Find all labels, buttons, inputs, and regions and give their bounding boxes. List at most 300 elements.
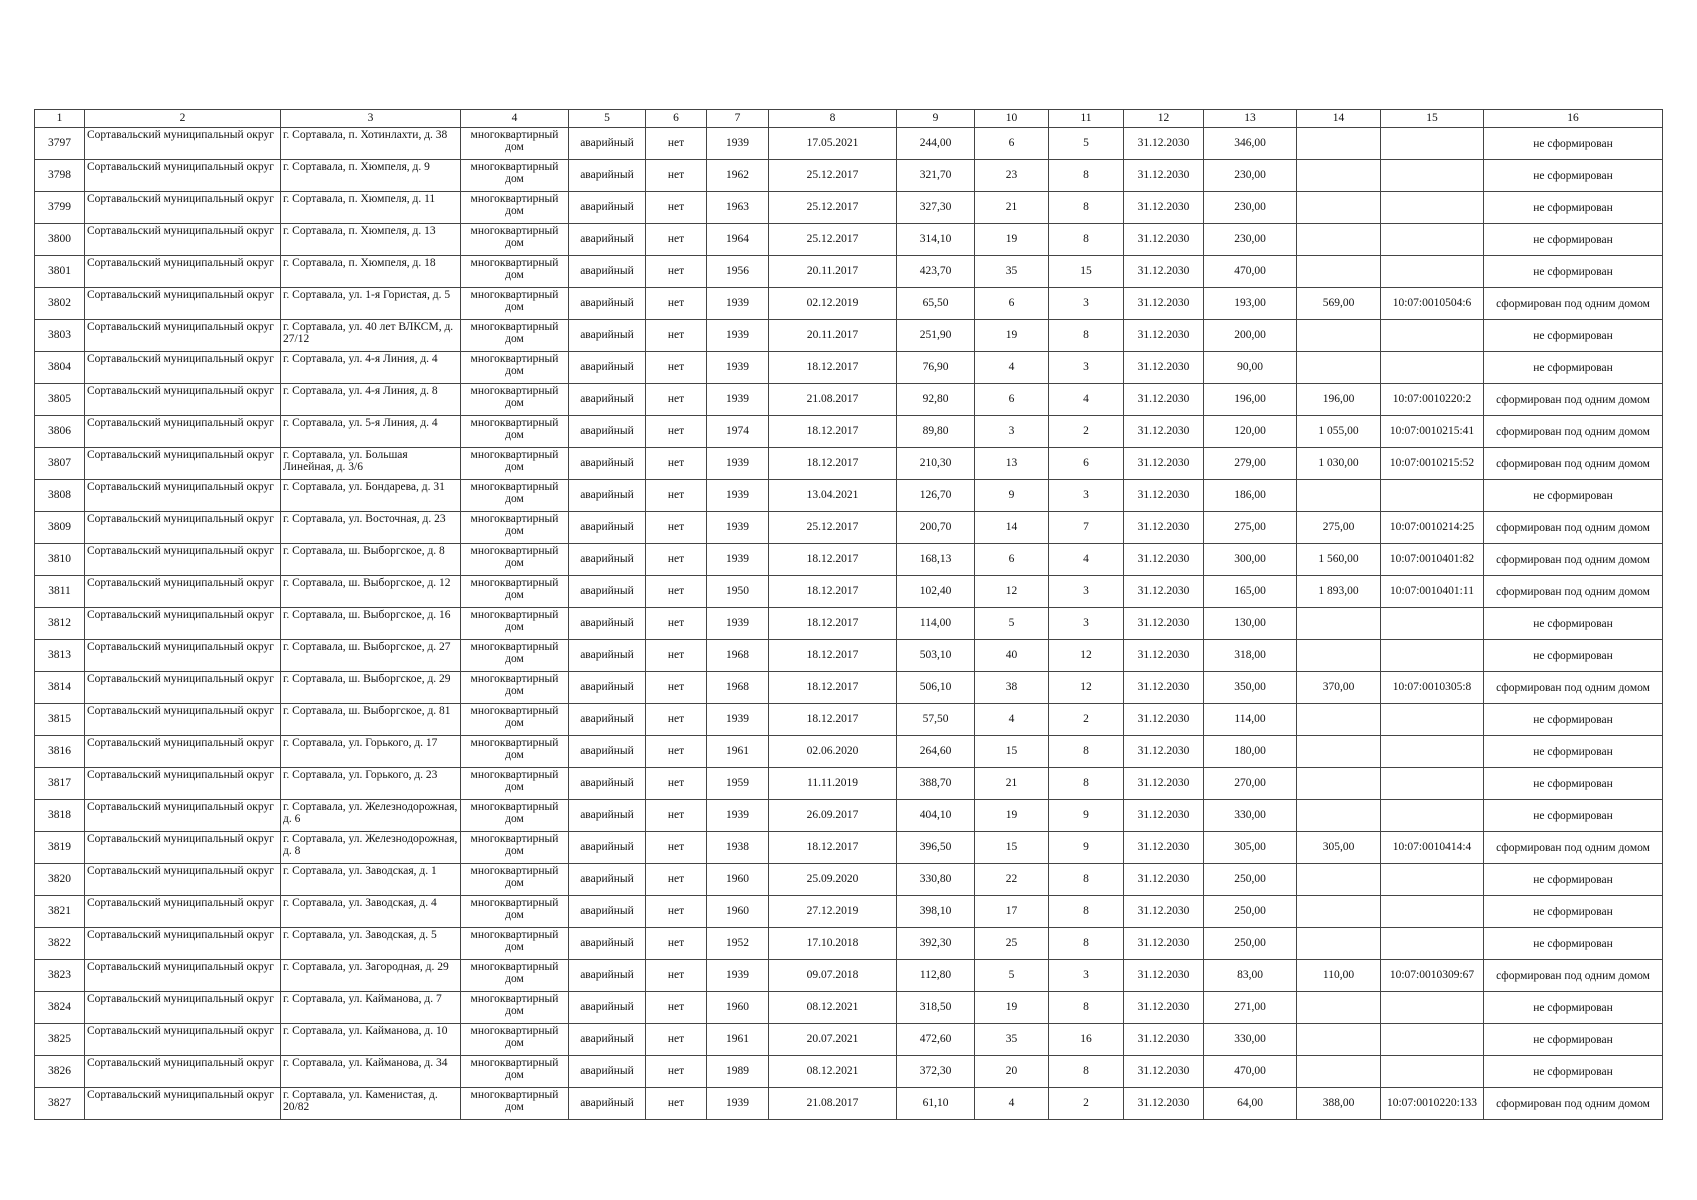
- row-number-cell: 3818: [35, 800, 85, 832]
- deadline-cell: 31.12.2030: [1124, 992, 1204, 1024]
- deadline-cell: 31.12.2030: [1124, 256, 1204, 288]
- value-13-cell: 470,00: [1204, 256, 1297, 288]
- table-row: [35, 480, 1663, 512]
- cadastral-number-cell: [1381, 480, 1484, 512]
- residents-cell: 5: [975, 608, 1049, 640]
- land-area-cell: [1297, 736, 1381, 768]
- value-13-cell: 279,00: [1204, 448, 1297, 480]
- land-status-cell: не сформирован: [1484, 320, 1663, 352]
- apartments-cell: 3: [1049, 576, 1124, 608]
- table-row: [35, 960, 1663, 992]
- address-cell: г. Сортавала, ул. Каменистая, д. 20/82: [281, 1088, 461, 1120]
- area-cell: 61,10: [897, 1088, 975, 1120]
- flag-cell: нет: [646, 896, 707, 928]
- land-area-cell: [1297, 768, 1381, 800]
- cadastral-number-cell: [1381, 768, 1484, 800]
- address-cell: г. Сортавала, ул. Бондарева, д. 31: [281, 480, 461, 512]
- land-status-cell: не сформирован: [1484, 928, 1663, 960]
- flag-cell: нет: [646, 1088, 707, 1120]
- flag-cell: нет: [646, 128, 707, 160]
- recognition-date-cell: 17.10.2018: [769, 928, 897, 960]
- residents-cell: 21: [975, 192, 1049, 224]
- area-cell: 65,50: [897, 288, 975, 320]
- apartments-cell: 4: [1049, 384, 1124, 416]
- cadastral-number-cell: 10:07:0010309:67: [1381, 960, 1484, 992]
- column-header: 10: [975, 110, 1049, 128]
- table-row: [35, 384, 1663, 416]
- recognition-date-cell: 18.12.2017: [769, 448, 897, 480]
- condition-cell: аварийный: [569, 896, 646, 928]
- column-header: 5: [569, 110, 646, 128]
- land-status-cell: сформирован под одним домом: [1484, 672, 1663, 704]
- apartments-cell: 16: [1049, 1024, 1124, 1056]
- year-built-cell: 1961: [707, 1024, 769, 1056]
- land-area-cell: 196,00: [1297, 384, 1381, 416]
- residents-cell: 35: [975, 1024, 1049, 1056]
- land-area-cell: [1297, 1056, 1381, 1088]
- land-area-cell: [1297, 640, 1381, 672]
- address-cell: г. Сортавала, ул. 5-я Линия, д. 4: [281, 416, 461, 448]
- municipality-cell: Сортавальский муниципальный округ: [85, 704, 281, 736]
- condition-cell: аварийный: [569, 512, 646, 544]
- value-13-cell: 330,00: [1204, 800, 1297, 832]
- column-header: 16: [1484, 110, 1663, 128]
- recognition-date-cell: 09.07.2018: [769, 960, 897, 992]
- address-cell: г. Сортавала, п. Хюмпеля, д. 9: [281, 160, 461, 192]
- address-cell: г. Сортавала, ул. Восточная, д. 23: [281, 512, 461, 544]
- area-cell: 318,50: [897, 992, 975, 1024]
- value-13-cell: 130,00: [1204, 608, 1297, 640]
- land-status-cell: не сформирован: [1484, 864, 1663, 896]
- apartments-cell: 3: [1049, 608, 1124, 640]
- residents-cell: 38: [975, 672, 1049, 704]
- value-13-cell: 330,00: [1204, 1024, 1297, 1056]
- cadastral-number-cell: [1381, 640, 1484, 672]
- land-area-cell: 1 030,00: [1297, 448, 1381, 480]
- municipality-cell: Сортавальский муниципальный округ: [85, 768, 281, 800]
- area-cell: 506,10: [897, 672, 975, 704]
- deadline-cell: 31.12.2030: [1124, 672, 1204, 704]
- land-status-cell: сформирован под одним домом: [1484, 512, 1663, 544]
- apartments-cell: 9: [1049, 800, 1124, 832]
- deadline-cell: 31.12.2030: [1124, 1088, 1204, 1120]
- cadastral-number-cell: [1381, 256, 1484, 288]
- condition-cell: аварийный: [569, 256, 646, 288]
- building-type-cell: многоквартирный дом: [461, 960, 569, 992]
- deadline-cell: 31.12.2030: [1124, 736, 1204, 768]
- condition-cell: аварийный: [569, 384, 646, 416]
- land-area-cell: 388,00: [1297, 1088, 1381, 1120]
- deadline-cell: 31.12.2030: [1124, 928, 1204, 960]
- condition-cell: аварийный: [569, 960, 646, 992]
- area-cell: 89,80: [897, 416, 975, 448]
- area-cell: 57,50: [897, 704, 975, 736]
- recognition-date-cell: 18.12.2017: [769, 544, 897, 576]
- cadastral-number-cell: [1381, 320, 1484, 352]
- cadastral-number-cell: 10:07:0010414:4: [1381, 832, 1484, 864]
- table-row: [35, 672, 1663, 704]
- table-row: [35, 512, 1663, 544]
- deadline-cell: 31.12.2030: [1124, 416, 1204, 448]
- land-status-cell: сформирован под одним домом: [1484, 832, 1663, 864]
- recognition-date-cell: 20.07.2021: [769, 1024, 897, 1056]
- address-cell: г. Сортавала, ш. Выборгское, д. 27: [281, 640, 461, 672]
- land-area-cell: [1297, 320, 1381, 352]
- apartments-cell: 2: [1049, 704, 1124, 736]
- year-built-cell: 1939: [707, 704, 769, 736]
- recognition-date-cell: 18.12.2017: [769, 640, 897, 672]
- value-13-cell: 180,00: [1204, 736, 1297, 768]
- apartments-cell: 8: [1049, 896, 1124, 928]
- recognition-date-cell: 25.12.2017: [769, 192, 897, 224]
- recognition-date-cell: 18.12.2017: [769, 416, 897, 448]
- deadline-cell: 31.12.2030: [1124, 288, 1204, 320]
- land-area-cell: 1 560,00: [1297, 544, 1381, 576]
- deadline-cell: 31.12.2030: [1124, 960, 1204, 992]
- value-13-cell: 230,00: [1204, 160, 1297, 192]
- value-13-cell: 275,00: [1204, 512, 1297, 544]
- apartments-cell: 8: [1049, 928, 1124, 960]
- building-type-cell: многоквартирный дом: [461, 928, 569, 960]
- cadastral-number-cell: 10:07:0010401:82: [1381, 544, 1484, 576]
- condition-cell: аварийный: [569, 320, 646, 352]
- year-built-cell: 1939: [707, 512, 769, 544]
- table-row: [35, 544, 1663, 576]
- value-13-cell: 350,00: [1204, 672, 1297, 704]
- building-type-cell: многоквартирный дом: [461, 576, 569, 608]
- apartments-cell: 8: [1049, 1056, 1124, 1088]
- area-cell: 423,70: [897, 256, 975, 288]
- building-type-cell: многоквартирный дом: [461, 832, 569, 864]
- table-row: [35, 608, 1663, 640]
- recognition-date-cell: 18.12.2017: [769, 704, 897, 736]
- apartments-cell: 15: [1049, 256, 1124, 288]
- building-type-cell: многоквартирный дом: [461, 640, 569, 672]
- building-type-cell: многоквартирный дом: [461, 992, 569, 1024]
- address-cell: г. Сортавала, ул. Железнодорожная, д. 6: [281, 800, 461, 832]
- value-13-cell: 193,00: [1204, 288, 1297, 320]
- value-13-cell: 470,00: [1204, 1056, 1297, 1088]
- recognition-date-cell: 18.12.2017: [769, 608, 897, 640]
- housing-table: [34, 109, 1663, 1120]
- condition-cell: аварийный: [569, 928, 646, 960]
- address-cell: г. Сортавала, ул. Заводская, д. 1: [281, 864, 461, 896]
- flag-cell: нет: [646, 832, 707, 864]
- address-cell: г. Сортавала, п. Хотинлахти, д. 38: [281, 128, 461, 160]
- apartments-cell: 8: [1049, 320, 1124, 352]
- year-built-cell: 1939: [707, 128, 769, 160]
- area-cell: 200,70: [897, 512, 975, 544]
- condition-cell: аварийный: [569, 288, 646, 320]
- table-row: [35, 992, 1663, 1024]
- value-13-cell: 250,00: [1204, 864, 1297, 896]
- flag-cell: нет: [646, 736, 707, 768]
- land-status-cell: не сформирован: [1484, 352, 1663, 384]
- value-13-cell: 186,00: [1204, 480, 1297, 512]
- table-row: [35, 288, 1663, 320]
- land-area-cell: [1297, 192, 1381, 224]
- land-area-cell: [1297, 864, 1381, 896]
- column-header: 9: [897, 110, 975, 128]
- column-header: 2: [85, 110, 281, 128]
- residents-cell: 25: [975, 928, 1049, 960]
- land-area-cell: [1297, 160, 1381, 192]
- row-number-cell: 3822: [35, 928, 85, 960]
- area-cell: 76,90: [897, 352, 975, 384]
- land-status-cell: не сформирован: [1484, 768, 1663, 800]
- land-area-cell: [1297, 928, 1381, 960]
- municipality-cell: Сортавальский муниципальный округ: [85, 544, 281, 576]
- apartments-cell: 3: [1049, 352, 1124, 384]
- recognition-date-cell: 25.12.2017: [769, 224, 897, 256]
- value-13-cell: 196,00: [1204, 384, 1297, 416]
- condition-cell: аварийный: [569, 448, 646, 480]
- municipality-cell: Сортавальский муниципальный округ: [85, 320, 281, 352]
- address-cell: г. Сортавала, ул. 4-я Линия, д. 8: [281, 384, 461, 416]
- value-13-cell: 318,00: [1204, 640, 1297, 672]
- cadastral-number-cell: [1381, 192, 1484, 224]
- land-status-cell: не сформирован: [1484, 1024, 1663, 1056]
- year-built-cell: 1963: [707, 192, 769, 224]
- recognition-date-cell: 25.09.2020: [769, 864, 897, 896]
- row-number-cell: 3805: [35, 384, 85, 416]
- row-number-cell: 3824: [35, 992, 85, 1024]
- residents-cell: 4: [975, 704, 1049, 736]
- table-row: [35, 256, 1663, 288]
- land-status-cell: сформирован под одним домом: [1484, 960, 1663, 992]
- condition-cell: аварийный: [569, 1024, 646, 1056]
- flag-cell: нет: [646, 1024, 707, 1056]
- address-cell: г. Сортавала, п. Хюмпеля, д. 11: [281, 192, 461, 224]
- municipality-cell: Сортавальский муниципальный округ: [85, 896, 281, 928]
- value-13-cell: 83,00: [1204, 960, 1297, 992]
- condition-cell: аварийный: [569, 992, 646, 1024]
- row-number-cell: 3798: [35, 160, 85, 192]
- municipality-cell: Сортавальский муниципальный округ: [85, 1056, 281, 1088]
- municipality-cell: Сортавальский муниципальный округ: [85, 800, 281, 832]
- deadline-cell: 31.12.2030: [1124, 480, 1204, 512]
- condition-cell: аварийный: [569, 480, 646, 512]
- cadastral-number-cell: [1381, 864, 1484, 896]
- value-13-cell: 250,00: [1204, 896, 1297, 928]
- building-type-cell: многоквартирный дом: [461, 192, 569, 224]
- year-built-cell: 1956: [707, 256, 769, 288]
- column-header: 13: [1204, 110, 1297, 128]
- apartments-cell: 8: [1049, 192, 1124, 224]
- deadline-cell: 31.12.2030: [1124, 576, 1204, 608]
- address-cell: г. Сортавала, ш. Выборгское, д. 29: [281, 672, 461, 704]
- year-built-cell: 1950: [707, 576, 769, 608]
- cadastral-number-cell: 10:07:0010220:133: [1381, 1088, 1484, 1120]
- deadline-cell: 31.12.2030: [1124, 1056, 1204, 1088]
- condition-cell: аварийный: [569, 640, 646, 672]
- municipality-cell: Сортавальский муниципальный округ: [85, 256, 281, 288]
- flag-cell: нет: [646, 928, 707, 960]
- address-cell: г. Сортавала, ул. 1-я Гористая, д. 5: [281, 288, 461, 320]
- value-13-cell: 90,00: [1204, 352, 1297, 384]
- area-cell: 372,30: [897, 1056, 975, 1088]
- row-number-cell: 3820: [35, 864, 85, 896]
- deadline-cell: 31.12.2030: [1124, 192, 1204, 224]
- land-area-cell: 1 893,00: [1297, 576, 1381, 608]
- municipality-cell: Сортавальский муниципальный округ: [85, 640, 281, 672]
- municipality-cell: Сортавальский муниципальный округ: [85, 160, 281, 192]
- condition-cell: аварийный: [569, 576, 646, 608]
- cadastral-number-cell: [1381, 896, 1484, 928]
- deadline-cell: 31.12.2030: [1124, 352, 1204, 384]
- condition-cell: аварийный: [569, 224, 646, 256]
- column-header: 6: [646, 110, 707, 128]
- area-cell: 92,80: [897, 384, 975, 416]
- residents-cell: 20: [975, 1056, 1049, 1088]
- year-built-cell: 1939: [707, 448, 769, 480]
- flag-cell: нет: [646, 576, 707, 608]
- table-row: [35, 896, 1663, 928]
- apartments-cell: 12: [1049, 672, 1124, 704]
- apartments-cell: 6: [1049, 448, 1124, 480]
- year-built-cell: 1939: [707, 352, 769, 384]
- area-cell: 330,80: [897, 864, 975, 896]
- building-type-cell: многоквартирный дом: [461, 896, 569, 928]
- row-number-cell: 3823: [35, 960, 85, 992]
- cadastral-number-cell: [1381, 128, 1484, 160]
- land-area-cell: 1 055,00: [1297, 416, 1381, 448]
- area-cell: 168,13: [897, 544, 975, 576]
- flag-cell: нет: [646, 1056, 707, 1088]
- condition-cell: аварийный: [569, 608, 646, 640]
- apartments-cell: 8: [1049, 768, 1124, 800]
- condition-cell: аварийный: [569, 832, 646, 864]
- land-status-cell: не сформирован: [1484, 128, 1663, 160]
- area-cell: 398,10: [897, 896, 975, 928]
- deadline-cell: 31.12.2030: [1124, 128, 1204, 160]
- value-13-cell: 230,00: [1204, 224, 1297, 256]
- municipality-cell: Сортавальский муниципальный округ: [85, 192, 281, 224]
- address-cell: г. Сортавала, ул. Заводская, д. 4: [281, 896, 461, 928]
- column-header: 12: [1124, 110, 1204, 128]
- municipality-cell: Сортавальский муниципальный округ: [85, 576, 281, 608]
- land-status-cell: не сформирован: [1484, 608, 1663, 640]
- condition-cell: аварийный: [569, 1056, 646, 1088]
- deadline-cell: 31.12.2030: [1124, 320, 1204, 352]
- building-type-cell: многоквартирный дом: [461, 480, 569, 512]
- address-cell: г. Сортавала, ул. Кайманова, д. 7: [281, 992, 461, 1024]
- table-row: [35, 320, 1663, 352]
- residents-cell: 6: [975, 384, 1049, 416]
- year-built-cell: 1952: [707, 928, 769, 960]
- building-type-cell: многоквартирный дом: [461, 288, 569, 320]
- value-13-cell: 120,00: [1204, 416, 1297, 448]
- table-row: [35, 352, 1663, 384]
- land-status-cell: не сформирован: [1484, 704, 1663, 736]
- recognition-date-cell: 20.11.2017: [769, 256, 897, 288]
- residents-cell: 6: [975, 544, 1049, 576]
- land-area-cell: [1297, 352, 1381, 384]
- land-area-cell: 569,00: [1297, 288, 1381, 320]
- area-cell: 396,50: [897, 832, 975, 864]
- apartments-cell: 2: [1049, 416, 1124, 448]
- building-type-cell: многоквартирный дом: [461, 384, 569, 416]
- residents-cell: 19: [975, 800, 1049, 832]
- residents-cell: 15: [975, 736, 1049, 768]
- apartments-cell: 8: [1049, 864, 1124, 896]
- municipality-cell: Сортавальский муниципальный округ: [85, 416, 281, 448]
- flag-cell: нет: [646, 640, 707, 672]
- apartments-cell: 7: [1049, 512, 1124, 544]
- year-built-cell: 1939: [707, 608, 769, 640]
- residents-cell: 19: [975, 224, 1049, 256]
- row-number-cell: 3802: [35, 288, 85, 320]
- recognition-date-cell: 13.04.2021: [769, 480, 897, 512]
- land-status-cell: сформирован под одним домом: [1484, 288, 1663, 320]
- column-header: 3: [281, 110, 461, 128]
- area-cell: 114,00: [897, 608, 975, 640]
- row-number-cell: 3812: [35, 608, 85, 640]
- flag-cell: нет: [646, 320, 707, 352]
- condition-cell: аварийный: [569, 704, 646, 736]
- condition-cell: аварийный: [569, 672, 646, 704]
- building-type-cell: многоквартирный дом: [461, 352, 569, 384]
- condition-cell: аварийный: [569, 192, 646, 224]
- municipality-cell: Сортавальский муниципальный округ: [85, 128, 281, 160]
- table-row: [35, 576, 1663, 608]
- land-status-cell: не сформирован: [1484, 224, 1663, 256]
- building-type-cell: многоквартирный дом: [461, 1088, 569, 1120]
- address-cell: г. Сортавала, ул. 4-я Линия, д. 4: [281, 352, 461, 384]
- table-row: [35, 704, 1663, 736]
- cadastral-number-cell: 10:07:0010504:6: [1381, 288, 1484, 320]
- municipality-cell: Сортавальский муниципальный округ: [85, 1024, 281, 1056]
- address-cell: г. Сортавала, п. Хюмпеля, д. 18: [281, 256, 461, 288]
- condition-cell: аварийный: [569, 768, 646, 800]
- table-row: [35, 224, 1663, 256]
- address-cell: г. Сортавала, ш. Выборгское, д. 81: [281, 704, 461, 736]
- table-row: [35, 736, 1663, 768]
- building-type-cell: многоквартирный дом: [461, 768, 569, 800]
- residents-cell: 40: [975, 640, 1049, 672]
- flag-cell: нет: [646, 992, 707, 1024]
- column-header: 7: [707, 110, 769, 128]
- cadastral-number-cell: [1381, 736, 1484, 768]
- flag-cell: нет: [646, 384, 707, 416]
- land-area-cell: [1297, 224, 1381, 256]
- recognition-date-cell: 08.12.2021: [769, 992, 897, 1024]
- land-area-cell: [1297, 128, 1381, 160]
- land-area-cell: [1297, 704, 1381, 736]
- column-header: 14: [1297, 110, 1381, 128]
- year-built-cell: 1939: [707, 480, 769, 512]
- municipality-cell: Сортавальский муниципальный округ: [85, 960, 281, 992]
- address-cell: г. Сортавала, ул. Загородная, д. 29: [281, 960, 461, 992]
- land-area-cell: [1297, 1024, 1381, 1056]
- deadline-cell: 31.12.2030: [1124, 768, 1204, 800]
- header-row: [35, 110, 1663, 128]
- table-row: [35, 800, 1663, 832]
- row-number-cell: 3817: [35, 768, 85, 800]
- row-number-cell: 3814: [35, 672, 85, 704]
- recognition-date-cell: 11.11.2019: [769, 768, 897, 800]
- area-cell: 472,60: [897, 1024, 975, 1056]
- cadastral-number-cell: 10:07:0010215:52: [1381, 448, 1484, 480]
- flag-cell: нет: [646, 256, 707, 288]
- recognition-date-cell: 02.12.2019: [769, 288, 897, 320]
- land-status-cell: сформирован под одним домом: [1484, 576, 1663, 608]
- table-row: [35, 1056, 1663, 1088]
- municipality-cell: Сортавальский муниципальный округ: [85, 384, 281, 416]
- building-type-cell: многоквартирный дом: [461, 1056, 569, 1088]
- land-area-cell: [1297, 480, 1381, 512]
- address-cell: г. Сортавала, ул. Большая Линейная, д. 3/6: [281, 448, 461, 480]
